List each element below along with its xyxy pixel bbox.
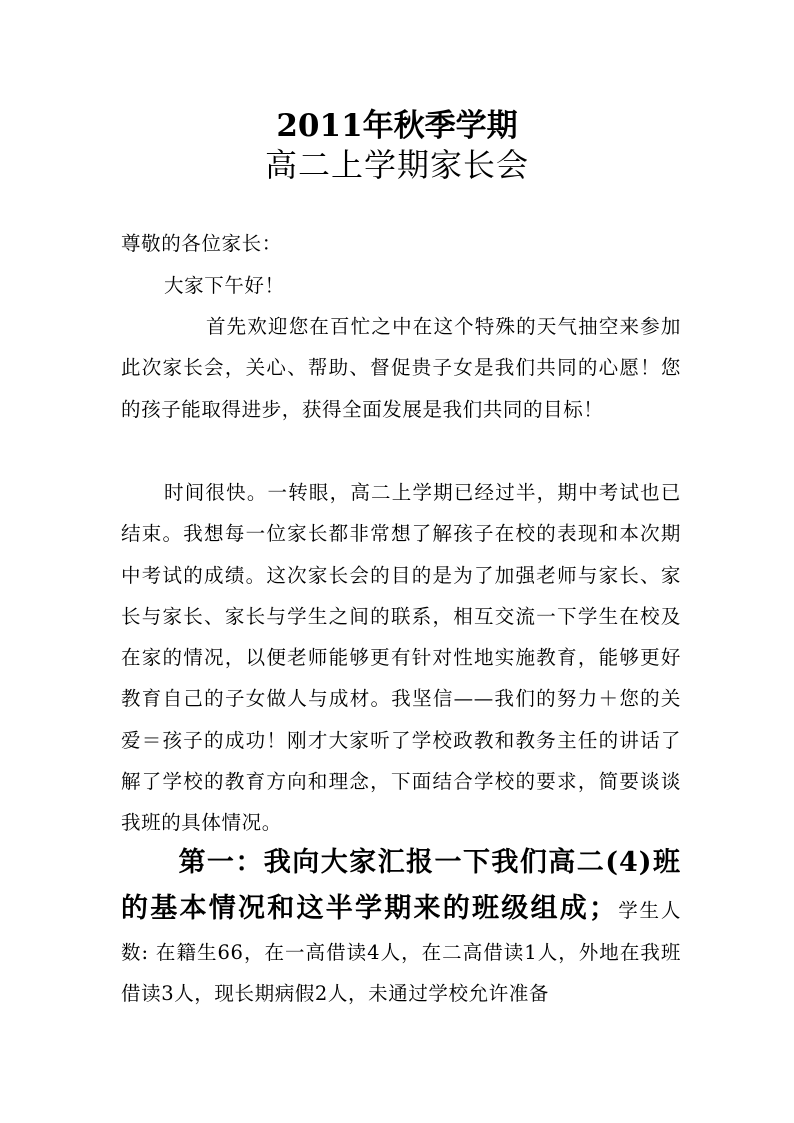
section-heading: 第一：我向大家汇报一下我们高二(4)班的基本情况和这半学期来的班级组成；	[121, 847, 681, 924]
section-class-overview	[121, 840, 681, 1015]
section-body: 学生人数: 在籍生66，在一高借读4人，在二高借读1人，外地在我班借读3人，现长期病假2人，未通过学校允许准备	[121, 899, 681, 1006]
document-title-term: 2011年秋季学期	[276, 108, 518, 144]
document-title-meeting: 高二上学期家长会	[264, 146, 529, 184]
paragraph-welcome: 首先欢迎您在百忙之中在这个特殊的天气抽空来参加此次家长会，关心、帮助、督促贵子女是我们共同的心愿！您的孩子能取得进步，获得全面发展是我们共同的目标！	[121, 315, 681, 421]
greeting: 大家下午好！	[164, 274, 285, 297]
paragraph-purpose: 时间很快。一转眼，高二上学期已经过半，期中考试也已结束。我想每一位家长都非常想了解孩子在校的表现和本次期中考试的成绩。这次家长会的目的是为了加强老师与家长、家长与家长、家长与学生之间的联系，相互交流一下学生在校及在家的情况，以便老师能够更有针对性地实施教育，能够更好教育自己的子女做人与成材。我坚信——我们的努力＋您的关爱＝孩子的成功！刚才大家听了学校政教和教务主任的讲话了解了学校的教育方向和理念，下面结合学校的要求，简要谈谈我班的具体情况。	[121, 481, 681, 835]
salutation: 尊敬的各位家长：	[121, 232, 282, 255]
